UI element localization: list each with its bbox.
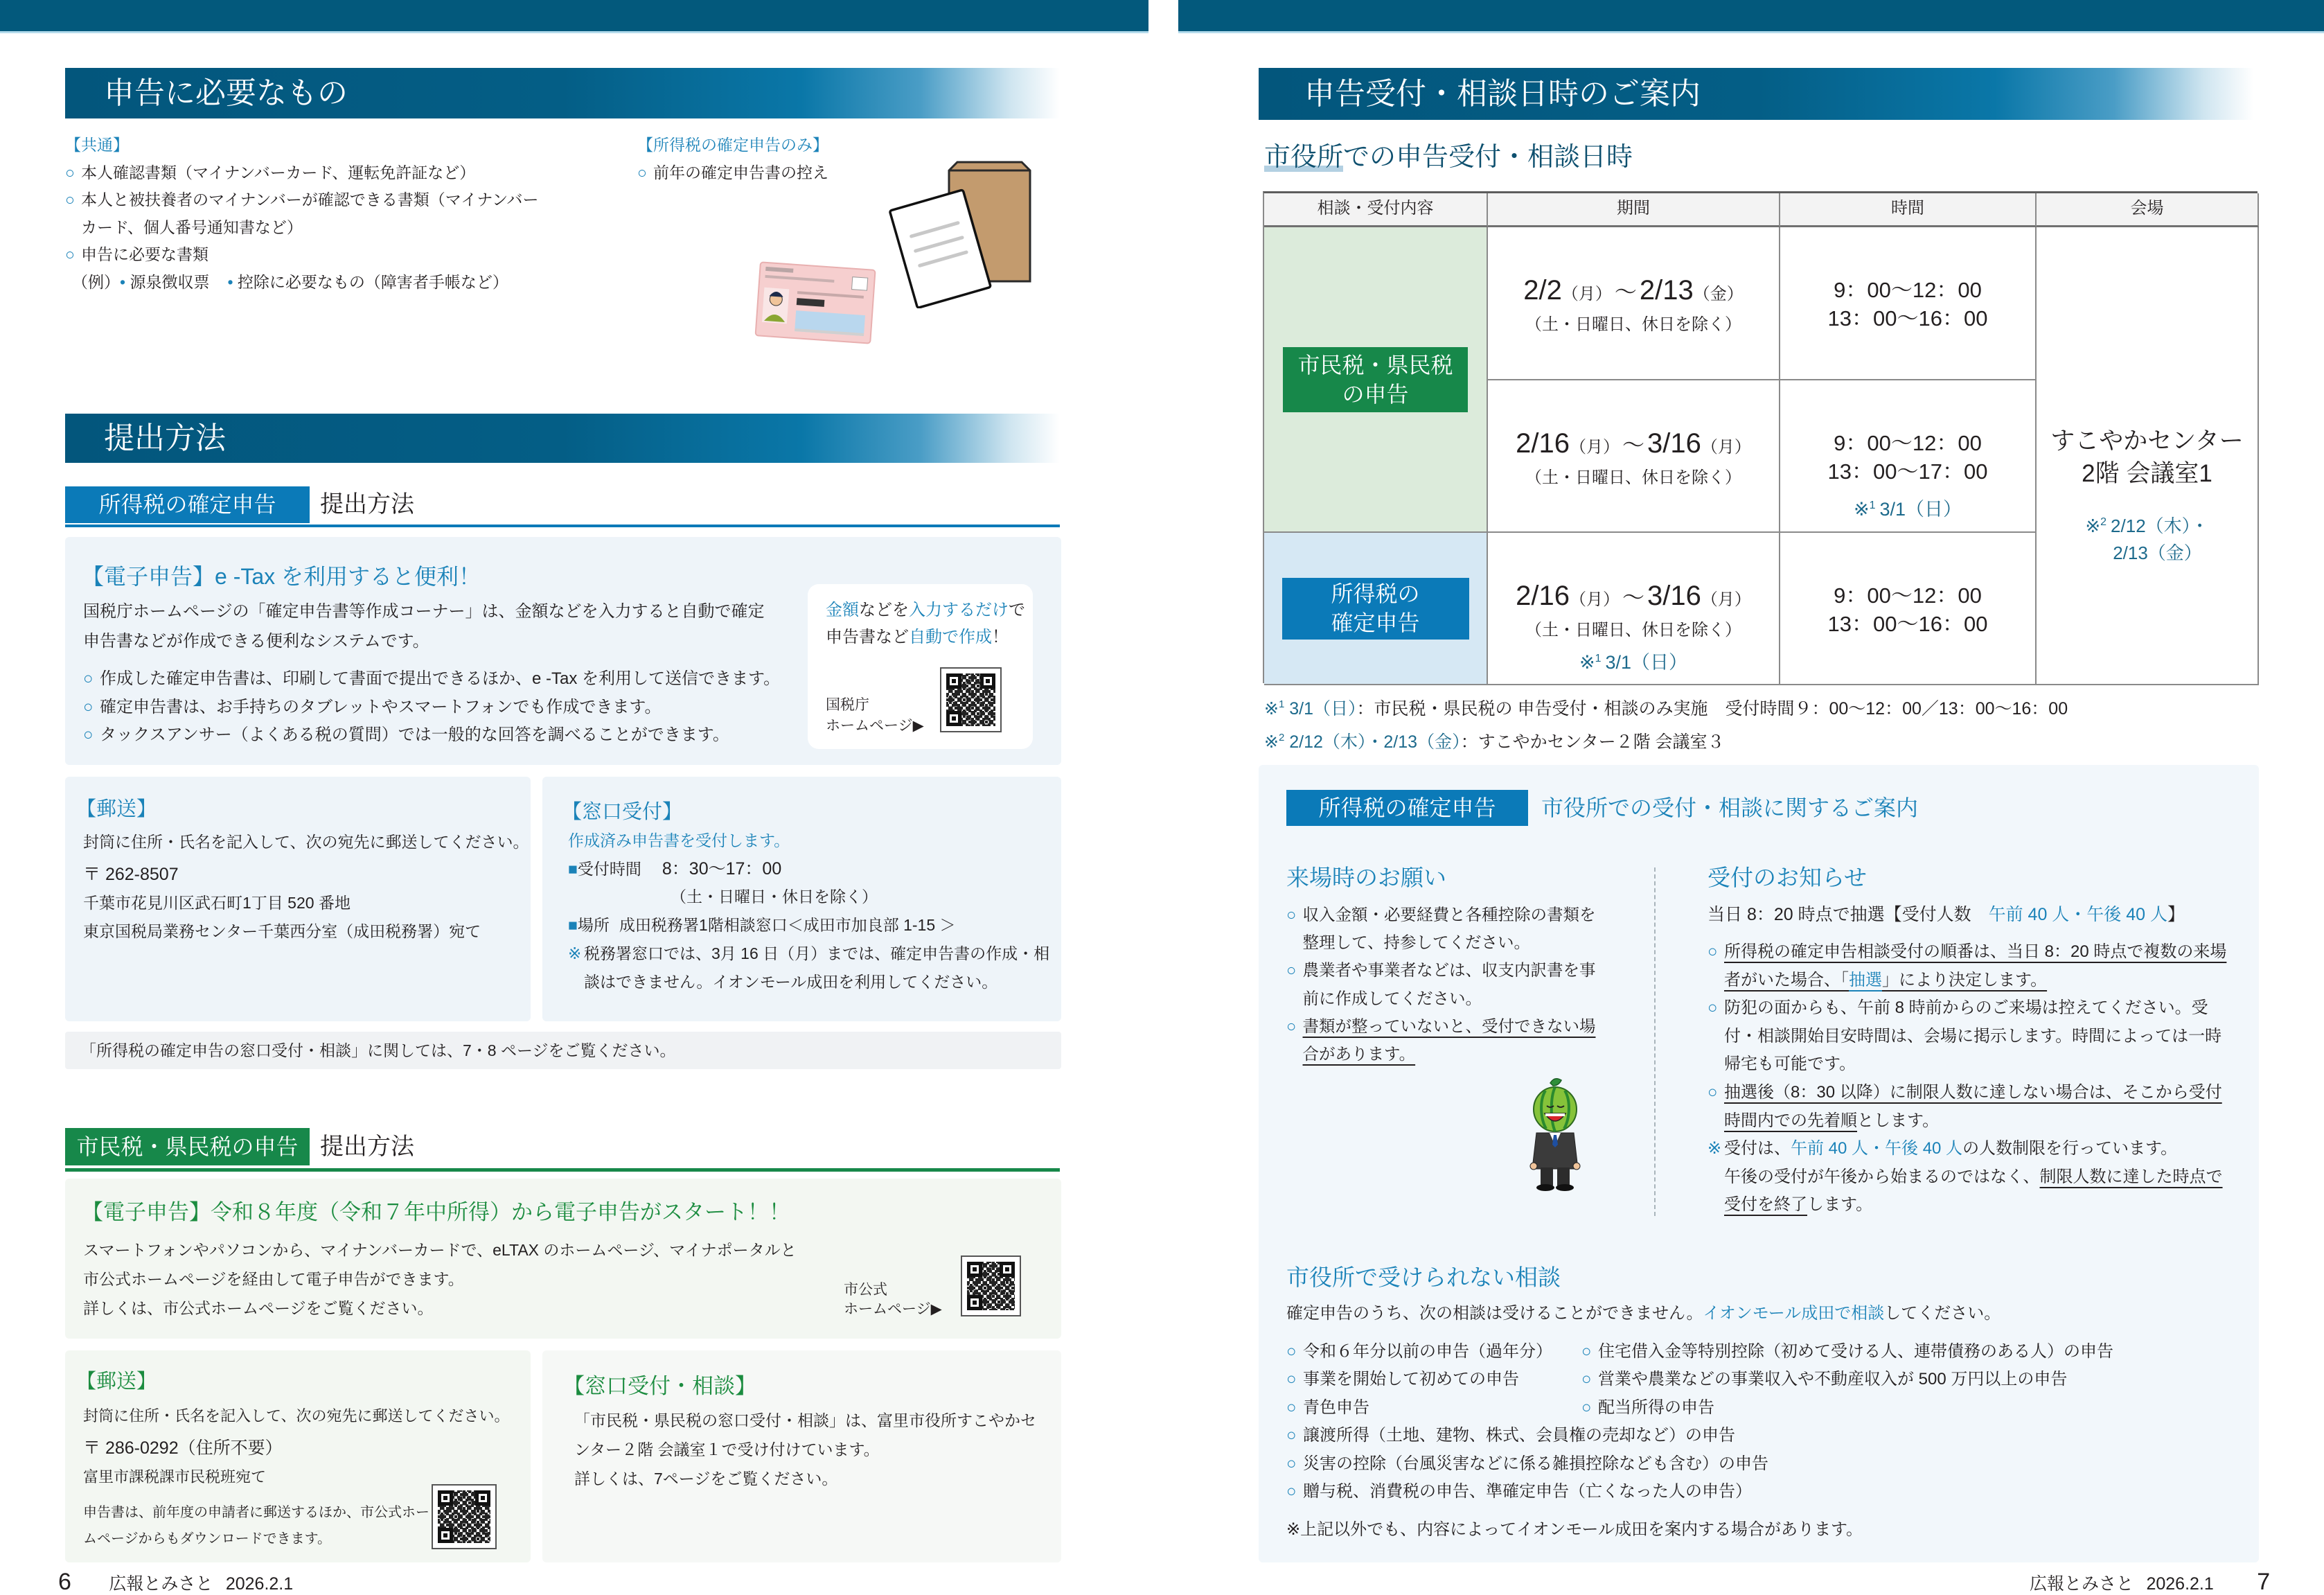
item-text: 申告に必要な書類: [81, 245, 209, 263]
text-segment: します。: [1807, 1195, 1873, 1215]
time-slot: 13：00～16：00: [1827, 612, 1988, 636]
text-segment: 所得税の確定申告相談受付の順番は、当日 8：20 時点で複数の来場者がいた場合、「: [1724, 942, 2227, 989]
group-label-line: 確定申告: [1331, 610, 1420, 635]
counter-hours: [568, 855, 1053, 883]
footer-right: [2030, 1567, 2270, 1595]
circle-bullet-icon: ○: [637, 163, 647, 182]
counter-note: [568, 940, 1053, 996]
circle-bullet-icon: ○: [1286, 961, 1297, 980]
section-title: 申告に必要なもの: [104, 76, 348, 110]
municipal-mail-box: [65, 1350, 531, 1562]
note-number: 1: [1869, 500, 1876, 511]
footnote: [1264, 690, 2068, 723]
list-item: [1707, 1079, 2235, 1135]
dot-bullet-icon: •: [120, 272, 126, 291]
item-text: 譲渡所得（土地、建物、株式、会員権の売却など）の申告: [1303, 1426, 1735, 1445]
circle-bullet-icon: ○: [1707, 942, 1718, 961]
list-item: [65, 241, 553, 269]
promo-line: [826, 625, 1009, 650]
list-item: [1286, 901, 1606, 956]
footnote-text: ：市民税・県民税の 申告受付・相談のみ実施 受付時間９：00～12：00／13：00～16：00: [1356, 699, 2068, 719]
counter-box: [542, 777, 1061, 1021]
period-note: [1488, 644, 1779, 677]
text-segment: で: [1009, 601, 1025, 619]
note-date: 3/1（日）: [1879, 499, 1962, 520]
venue-name: すこやかセンター: [2050, 428, 2244, 455]
footnote-number: 1: [1278, 698, 1285, 710]
triangle-right-icon: ▶: [930, 1301, 942, 1317]
venue-room: 2階 会議室1: [2082, 460, 2212, 487]
counter-place: [568, 911, 1053, 940]
list-item: [1707, 938, 2235, 994]
text-segment: 確定申告のうち、次の相談は受けることができません。: [1286, 1304, 1703, 1323]
counter-heading: 【窓口受付・相談】: [563, 1374, 756, 1398]
period-end: 3/16: [1647, 581, 1701, 611]
text-segment: 入力するだけ: [909, 601, 1009, 619]
watermelon-mascot-icon: [1524, 1075, 1586, 1193]
mail-heading: 【郵送】: [76, 1371, 157, 1393]
municipal-tax-tag: 市民税・県民税の申告: [65, 1128, 310, 1165]
period-exclusion: （土・日曜日、休日を除く）: [1525, 621, 1741, 640]
guide-tag: 所得税の確定申告: [1286, 790, 1528, 826]
qr-label-text: ホームページ: [844, 1301, 931, 1317]
income-tax-only-requirements: [637, 132, 828, 186]
qr-finder-pattern: [438, 1490, 453, 1506]
note-line: [1724, 1163, 2235, 1219]
list-item: [1707, 994, 2235, 1079]
group-label: [1282, 578, 1469, 640]
schedule-footnotes: [1264, 690, 2068, 757]
publication-name: 広報とみさと: [109, 1574, 213, 1594]
visit-requests: [1286, 901, 1606, 1068]
text-segment: 収入金額・必要経費と各種控除の書類を整理して、持参してください。: [1302, 906, 1596, 952]
group-label-line: 市民税・県民税: [1297, 352, 1453, 378]
period-cell: [1488, 533, 1780, 685]
common-requirements: [65, 132, 553, 296]
list-item: [65, 186, 553, 241]
period-cell: [1488, 380, 1780, 533]
qr-label: [844, 1280, 942, 1319]
publication-date: 2026.2.1: [225, 1574, 294, 1594]
publication-date: 2026.2.1: [2146, 1574, 2214, 1594]
circle-bullet-icon: ○: [1581, 1342, 1592, 1361]
not-available-intro: [1286, 1300, 2001, 1328]
period-cell: [1488, 227, 1780, 380]
period-separator: ～: [1614, 279, 1637, 304]
group-cell-municipal: [1264, 227, 1488, 533]
text-segment: とします。: [1857, 1111, 1940, 1130]
list-item: [1286, 1422, 1768, 1449]
circle-bullet-icon: ○: [1286, 1342, 1297, 1361]
subsection-label: 提出方法: [320, 491, 414, 518]
municipal-counter-box: [542, 1350, 1061, 1562]
period-start-day: （月）: [1561, 285, 1612, 303]
footnote-date: 2/12（木）・2/13（金）: [1289, 732, 1461, 752]
mail-address: 千葉市花見川区武石町1丁目 520 番地: [83, 894, 351, 912]
efile-description: スマートフォンやパソコンから、マイナンバーカードで、eLTAX のホームページ、マイナポータルと市公式ホームページを経由して電子申告ができます。: [83, 1241, 797, 1288]
mail-instruction: 封筒に住所・氏名を記入して、次の宛先に郵送してください。: [83, 833, 529, 851]
text-segment: 金額: [826, 601, 859, 619]
text-segment: してください。: [1884, 1304, 2001, 1323]
example-item: 源泉徴収票: [130, 272, 210, 291]
text-segment: 農業者や事業者などは、収支内訳書を事前に作成してください。: [1302, 961, 1596, 1007]
table-header-cell: 相談・受付内容: [1264, 193, 1488, 227]
text-segment: 制限人数に達した時点で受付を終了: [1724, 1167, 2223, 1215]
period-end: 2/13: [1639, 275, 1694, 306]
square-bullet-icon: ■: [568, 916, 578, 935]
list-item: [1581, 1394, 2113, 1422]
counter-subheading: 作成済み申告書を受付します。: [568, 831, 790, 849]
venue-note: 2/13（金）: [2113, 543, 2202, 563]
footnote-marker: ※: [1264, 732, 1279, 752]
item-text: 災害の控除（台風災害などに係る雑損控除なども含む）の申告: [1303, 1454, 1768, 1473]
lottery-notice: [1707, 901, 2185, 928]
period-start-day: （月）: [1569, 438, 1620, 457]
note-text: ※上記以外でも、内容によってイオンモール成田を案内する場合があります。: [1286, 1520, 1863, 1539]
mail-details: [83, 828, 529, 946]
note-marker: ※: [2085, 515, 2101, 536]
qr-label-line: [826, 716, 924, 737]
period: [1488, 276, 1779, 311]
subsection-label: 提出方法: [320, 1134, 414, 1160]
time-slot: 13：00～17：00: [1827, 459, 1988, 484]
note-number: 1: [1595, 653, 1602, 664]
venue-note: [2037, 509, 2258, 540]
income-tax-guide-box: [1259, 765, 2259, 1562]
income-tax-tag: 所得税の確定申告: [65, 486, 310, 523]
group-label: [1283, 347, 1468, 412]
qr-finder-pattern: [475, 1490, 490, 1506]
note-marker: ※: [1707, 1139, 1722, 1158]
note-text: 税務署窓口では、3月 16 日（月）までは、確定申告書の作成・相談はできません。イオンモール成田を利用してください。: [584, 944, 1050, 991]
counter-description: 「市民税・県民税の窓口受付・相談」は、富里市役所すこやかセンター２階 会議室１で受け付けています。: [574, 1411, 1036, 1459]
period-start: 2/2: [1523, 275, 1562, 306]
note-number: 2: [2100, 516, 2107, 528]
qr-finder-pattern: [1000, 1262, 1015, 1277]
group-label-line: 所得税の: [1331, 581, 1420, 606]
circle-bullet-icon: ○: [65, 245, 75, 263]
list-item: [1286, 1450, 1768, 1478]
item-text: 青色申告: [1303, 1398, 1369, 1417]
circle-bullet-icon: ○: [1286, 1454, 1297, 1473]
text-segment: 抽選: [1849, 970, 1882, 989]
circle-bullet-icon: ○: [83, 669, 94, 688]
column-divider: [1654, 867, 1656, 1216]
circle-bullet-icon: ○: [1286, 1016, 1297, 1035]
item-text: 贈与税、消費税の申告、準確定申告（亡くなった人の申告）: [1303, 1482, 1752, 1501]
square-bullet-icon: ■: [568, 859, 578, 878]
qr-label-line: [844, 1300, 942, 1319]
item-text: 作成した確定申告書は、印刷して書面で提出できるほか、e -Tax を利用して送信できます。: [100, 669, 781, 688]
note-marker: ※: [1579, 652, 1595, 673]
schedule-table: [1263, 191, 2258, 683]
item-text: 営業や農業などの事業収入や不動産収入が 500 万円以上の申告: [1598, 1370, 2068, 1389]
circle-bullet-icon: ○: [1286, 1426, 1297, 1445]
note-marker: ※: [1853, 499, 1870, 520]
period: [1488, 581, 1779, 617]
page-number: 6: [58, 1569, 71, 1595]
text-segment: ！: [992, 628, 1009, 646]
qr-finder-pattern: [946, 711, 961, 726]
circle-bullet-icon: ○: [65, 163, 75, 182]
text-segment: などを: [859, 601, 909, 619]
hours-label: 受付時間: [577, 859, 641, 878]
document-and-envelope-icon: [888, 159, 1034, 308]
text-segment: 午前 40 人・午後 40 人: [1791, 1139, 1963, 1158]
heading-highlight: 市役所: [1264, 143, 1344, 172]
list-item: [83, 721, 804, 750]
period-end: 3/16: [1647, 428, 1701, 459]
group-cell-income-tax: [1264, 533, 1488, 685]
etax-bullets: [83, 665, 804, 750]
circle-bullet-icon: ○: [1286, 1370, 1297, 1389]
qr-finder-pattern: [967, 1295, 982, 1310]
efile-box: [65, 1179, 1061, 1339]
postal-code: 〒 286-0292（住所不要）: [83, 1438, 283, 1458]
publication-name: 広報とみさと: [2030, 1574, 2134, 1594]
period-start-day: （月）: [1569, 590, 1620, 609]
item-text: 本人確認書類（マイナンバーカード、運転免許証など）: [81, 163, 476, 182]
note-line: [1724, 1135, 2235, 1163]
not-available-col2: [1581, 1338, 2113, 1422]
qr-label: [826, 695, 924, 737]
example-line: [65, 269, 553, 297]
guide-label: 市役所での受付・相談に関するご案内: [1541, 795, 1919, 820]
item-text: 事業を開始して初めての申告: [1303, 1370, 1519, 1389]
item-text: 配当所得の申告: [1598, 1398, 1714, 1417]
list-item: [83, 694, 804, 722]
item-text: 前年の確定申告書の控え: [653, 163, 828, 182]
footnote-marker: ※: [1264, 699, 1279, 719]
page-number: 7: [2257, 1569, 2271, 1595]
mail-heading: 【郵送】: [76, 798, 157, 820]
text-segment: 当日 8：20 時点で抽選【受付人数: [1707, 905, 1989, 924]
qr-code-city-efile: [961, 1255, 1021, 1316]
period-separator: ～: [1622, 585, 1644, 610]
text-segment: 書類が整っていないと、受付できない場合があります。: [1302, 1016, 1596, 1064]
limit-note: [1707, 1135, 2235, 1219]
text-segment: 午前 40 人・午後 40 人: [1988, 905, 2168, 924]
time-slot: 9：00～12：00: [1834, 431, 1982, 455]
period-end-day: （月）: [1701, 590, 1751, 609]
qr-finder-pattern: [980, 673, 995, 689]
text-segment: 防犯の面からも、午前 8 時前からのご来場は控えてください。受付・相談開始目安時間は、会場に掲示します。時間によっては一時帰宅も可能です。: [1724, 998, 2222, 1074]
text-segment: 午後の受付が午後から始まるのではなく、: [1724, 1167, 2040, 1186]
section-header-submission: [65, 414, 1060, 463]
group-label-line: の申告: [1342, 381, 1409, 407]
my-number-card-icon: [754, 261, 877, 346]
hours-note: （土・日曜日・休日を除く）: [671, 888, 878, 906]
etax-box: [65, 537, 1061, 765]
triangle-right-icon: ▶: [912, 718, 924, 734]
reference-text: 「所得税の確定申告の窓口受付・相談」に関しては、7・8 ページをご覧ください。: [80, 1041, 676, 1059]
counter-details: [568, 827, 1053, 996]
schedule-heading: [1264, 141, 1633, 174]
not-available-heading: 市役所で受けられない相談: [1286, 1264, 1561, 1290]
mail-box: [65, 777, 531, 1021]
dot-bullet-icon: •: [227, 272, 233, 291]
circle-bullet-icon: ○: [1286, 906, 1297, 924]
text-segment: 受付は、: [1724, 1139, 1791, 1158]
text-segment: 申告書など: [826, 628, 909, 646]
time-slot: 9：00～12：00: [1834, 278, 1982, 302]
footnote-date: 3/1（日）: [1289, 699, 1357, 719]
table-header-cell: 会場: [2037, 193, 2259, 227]
download-note: 申告書は、前年度の申請者に郵送するほか、市公式ホームページからもダウンロードできます。: [83, 1505, 429, 1546]
income-tax-reference-note: [65, 1032, 1061, 1069]
list-item: [65, 159, 553, 187]
place-label: 場所: [577, 916, 610, 935]
time-slot: 9：00～12：00: [1834, 583, 1982, 608]
text-segment: 抽選後（8：30 以降）に制限人数に達しない場合は、そこから受付時間内での先着順: [1724, 1082, 2222, 1130]
list-item: [1286, 1012, 1606, 1068]
period: [1488, 429, 1779, 464]
circle-bullet-icon: ○: [83, 725, 94, 744]
place-value: 成田税務署1階相談窓口＜成田市加良部 1-15 ＞: [619, 916, 956, 935]
time-cell: [1780, 227, 2037, 380]
table-header-cell: 時間: [1780, 193, 2037, 227]
period-exclusion: （土・日曜日、休日を除く）: [1525, 468, 1741, 487]
circle-bullet-icon: ○: [65, 191, 75, 209]
postal-code: 〒 262-8507: [83, 865, 179, 884]
list-item: [1286, 956, 1606, 1012]
footnote-text: ：すこやかセンター２階 会議室３: [1460, 732, 1725, 752]
period-separator: ～: [1622, 432, 1644, 457]
period-exclusion: （土・日曜日、休日を除く）: [1525, 315, 1741, 334]
example-prefix: （例）: [72, 272, 120, 291]
note-date: 3/1（日）: [1605, 652, 1688, 673]
period-end-day: （月）: [1701, 438, 1751, 457]
item-text: 令和６年分以前の申告（過年分）: [1303, 1342, 1552, 1361]
mail-instruction: 封筒に住所・氏名を記入して、次の宛先に郵送してください。: [83, 1407, 510, 1425]
etax-title: 【電子申告】e -Tax を利用すると便利！: [82, 564, 481, 589]
circle-bullet-icon: ○: [1707, 998, 1718, 1018]
top-bar-right: [1178, 0, 2324, 33]
text-segment: の人数制限を行っています。: [1962, 1139, 2178, 1158]
etax-description: 国税庁ホームページの「確定申告書等作成コーナー」は、金額などを入力すると自動で確定申告書などが作成できる便利なシステムです。: [83, 602, 765, 651]
list-item: [83, 665, 804, 694]
qr-label-line: 市公式: [844, 1282, 887, 1298]
efile-details: 詳しくは、市公式ホームページをご覧ください。: [83, 1299, 434, 1317]
counter-details: 詳しくは、7ページをご覧ください。: [574, 1470, 838, 1488]
table-header-cell: 期間: [1488, 193, 1780, 227]
circle-bullet-icon: ○: [1286, 1482, 1297, 1501]
circle-bullet-icon: ○: [1286, 1398, 1297, 1417]
mail-recipient: 東京国税局業務センター千葉西分室（成田税務署）宛て: [83, 922, 481, 940]
divider: [65, 525, 1060, 527]
common-heading: 【共通】: [65, 136, 129, 154]
top-bar-left: [0, 0, 1148, 33]
section-title: 申告受付・相談日時のご案内: [1304, 77, 1701, 111]
period-start: 2/16: [1516, 428, 1570, 459]
section-header-schedule: [1259, 68, 2253, 120]
list-item: [637, 159, 828, 187]
list-item: [1286, 1478, 1768, 1506]
qr-finder-pattern: [946, 673, 961, 689]
qr-label-text: ホームページ: [826, 718, 913, 734]
list-item: [1581, 1338, 2113, 1366]
qr-finder-pattern: [967, 1262, 982, 1277]
promo-line: [826, 598, 1025, 623]
section-header-required-items: [65, 68, 1060, 118]
counter-heading: 【窓口受付】: [562, 801, 683, 823]
mail-recipient: 富里市課税課市民税班宛て: [83, 1468, 267, 1486]
item-text: 本人と被扶養者のマイナンバーが確認できる書類（マイナンバーカード、個人番号通知書など）: [81, 191, 539, 236]
mail-details: [83, 1402, 510, 1491]
section-title: 提出方法: [104, 421, 226, 455]
time-cell: [1780, 380, 2037, 533]
item-text: タックスアンサー（よくある税の質問）では一般的な回答を調べることができます。: [100, 725, 729, 744]
income-tax-only-heading: 【所得税の確定申告のみ】: [637, 136, 828, 154]
period-end-day: （金）: [1693, 285, 1744, 303]
text-segment: 」により決定します。: [1882, 970, 2048, 989]
hours-value: 8：30～17：00: [662, 858, 782, 879]
circle-bullet-icon: ○: [1707, 1082, 1718, 1102]
divider: [65, 1168, 1060, 1172]
time-note: [1780, 491, 2035, 524]
note-date: 2/12（木）・: [2111, 515, 2209, 536]
efile-title: 【電子申告】令和８年度（令和７年中所得）から電子申告がスタート！！: [82, 1200, 790, 1224]
qr-code-city-download: [432, 1484, 497, 1549]
heading-text: での申告受付・相談日時: [1343, 143, 1633, 172]
qr-finder-pattern: [438, 1528, 453, 1543]
circle-bullet-icon: ○: [83, 697, 94, 716]
circle-bullet-icon: ○: [1581, 1398, 1592, 1417]
item-text: 住宅借入金等特別控除（初めて受ける人、連帯債務のある人）の申告: [1598, 1342, 2113, 1361]
venue-cell: [2037, 227, 2259, 685]
period-start: 2/16: [1516, 581, 1570, 611]
text-segment: 自動で作成: [909, 628, 992, 646]
reception-heading: 受付のお知らせ: [1707, 865, 1868, 890]
qr-code-nta: [940, 667, 1002, 732]
reception-notices: [1707, 938, 2235, 1219]
visit-heading: 来場時のお願い: [1286, 865, 1446, 890]
text-segment: 】: [2167, 905, 2185, 924]
footnote-number: 2: [1278, 732, 1285, 743]
time-cell: [1780, 533, 2037, 685]
item-text: 確定申告書は、お手持ちのタブレットやスマートフォンでも作成できます。: [100, 697, 662, 716]
example-item: 控除に必要なもの（障害者手帳など）: [237, 272, 508, 291]
text-segment: イオンモール成田で相談: [1703, 1304, 1885, 1323]
circle-bullet-icon: ○: [1581, 1370, 1592, 1389]
footer-left: [58, 1567, 293, 1595]
time-slot: 13：00～16：00: [1827, 306, 1988, 331]
footnote: [1264, 723, 2068, 757]
qr-label-line: 国税庁: [826, 697, 869, 713]
list-item: [1581, 1366, 2113, 1393]
not-available-note: [1286, 1516, 1863, 1544]
etax-promo-card: [808, 584, 1033, 749]
note-marker: ※: [568, 944, 582, 962]
